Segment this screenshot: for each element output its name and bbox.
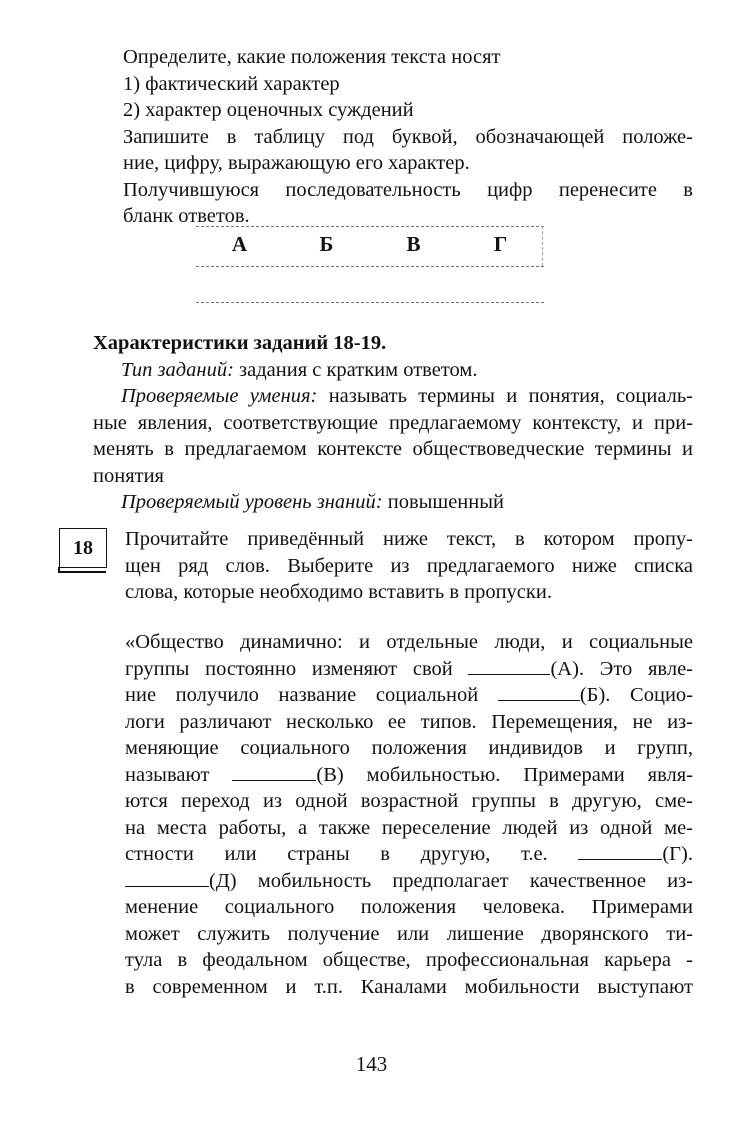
quote-text: называют [125,763,233,786]
task-type-label: Тип заданий: [121,358,234,381]
column-g: Г [493,232,508,256]
task-type [93,357,693,384]
quote-line-1: «Общество динамично: и отдельные люди, и социальные [125,631,693,653]
quote-text: (Г). [662,843,693,865]
quote-line-2 [125,656,693,683]
skills-line-2: ные явления, соответствующие предлагаемому контексту, и при- [93,411,693,434]
table-instruction-line-1: Запишите в таблицу под буквой, обозначающей положе- [123,125,693,148]
gap-g [578,841,662,860]
quote-text: (Б). Социо- [579,684,693,706]
quote-line-6 [125,762,693,789]
table-top-border [196,226,544,227]
task-characteristics [93,330,693,516]
skills-line-4: понятия [93,464,164,487]
table-middle-border [196,266,544,267]
task-number-box: 18 [59,528,107,568]
quote-line-10 [125,868,693,895]
gap-d [125,868,209,887]
task-instructions [123,44,693,230]
quote-line-14: в современном и т.п. Каналами мобильности выступают [125,975,693,998]
knowledge-level-value: повышенный [382,491,504,513]
task-line-1: Прочитайте приведённый ниже текст, в котором пропу- [125,528,693,550]
skills-line-3: менять в предлагаемом контексте обществоведческие термины и [93,438,693,460]
knowledge-level-label: Проверяемый уровень знаний: [121,491,383,513]
answer-table-header [196,232,544,257]
page-number: 143 [355,1052,388,1076]
intro-question: Определите, какие положения текста носят [123,46,501,68]
quote-line-3 [125,682,693,709]
quote-line-4: логи различают несколько ее типов. Перемещения, не из- [125,710,693,733]
task-line-2: щен ряд слов. Выберите из предлагаемого ниже списка [125,554,693,577]
table-right-border [542,226,543,266]
gap-fill-text [125,629,693,1000]
quote-line-9 [125,841,693,868]
gap-a [468,656,550,675]
sequence-instruction-line-1: Получившуюся последовательность цифр перенесите в [123,178,693,201]
skills-line-1 [93,383,693,410]
quote-text: стности или страны в другую, т.е. [125,843,579,865]
skills-label: Проверяемые умения: [121,385,318,407]
column-a: А [231,232,248,256]
column-v: В [406,232,421,256]
quote-line-13: тула в феодальном обществе, профессиональная карьера - [125,949,693,971]
quote-text: ние получило название социальной [125,684,498,706]
quote-line-12: может служить получение или лишение дворянского ти- [125,922,693,945]
task-line-3: слова, которые необходимо вставить в пропуски. [125,581,552,603]
skills-text: называть термины и понятия, социаль- [317,385,694,407]
quote-text: (Д) мобильность предполагает качественное из- [209,869,693,892]
gap-v [232,762,316,781]
characteristics-title: Характеристики заданий 18-19. [93,332,387,354]
table-instruction-line-2: ние, цифру, выражающую его характер. [123,152,470,174]
quote-line-8: на места работы, а также переселение людей из одной ме- [125,816,693,839]
option-2: 2) характер оценочных суждений [123,99,414,121]
task-statement [125,526,693,606]
quote-line-7: ются переход из одной возрастной группы в другую, сме- [125,790,693,812]
column-b: Б [319,232,334,256]
gap-b [498,682,580,701]
sequence-instruction-line-2: бланк ответов. [123,205,250,227]
quote-text: группы постоянно изменяют свой [125,657,469,680]
quote-line-11: менение социального положения человека. Примерами [125,896,693,918]
quote-text: (В) мобильностью. Примерами явля- [316,763,693,786]
quote-text: (А). Это явле- [550,657,693,680]
knowledge-level [93,489,693,516]
table-bottom-border [196,302,544,303]
task-type-value: задания с кратким ответом. [233,358,478,381]
quote-line-5: меняющие социального положения индивидов и групп, [125,737,693,759]
answer-table [196,226,544,306]
option-1: 1) фактический характер [123,72,340,95]
